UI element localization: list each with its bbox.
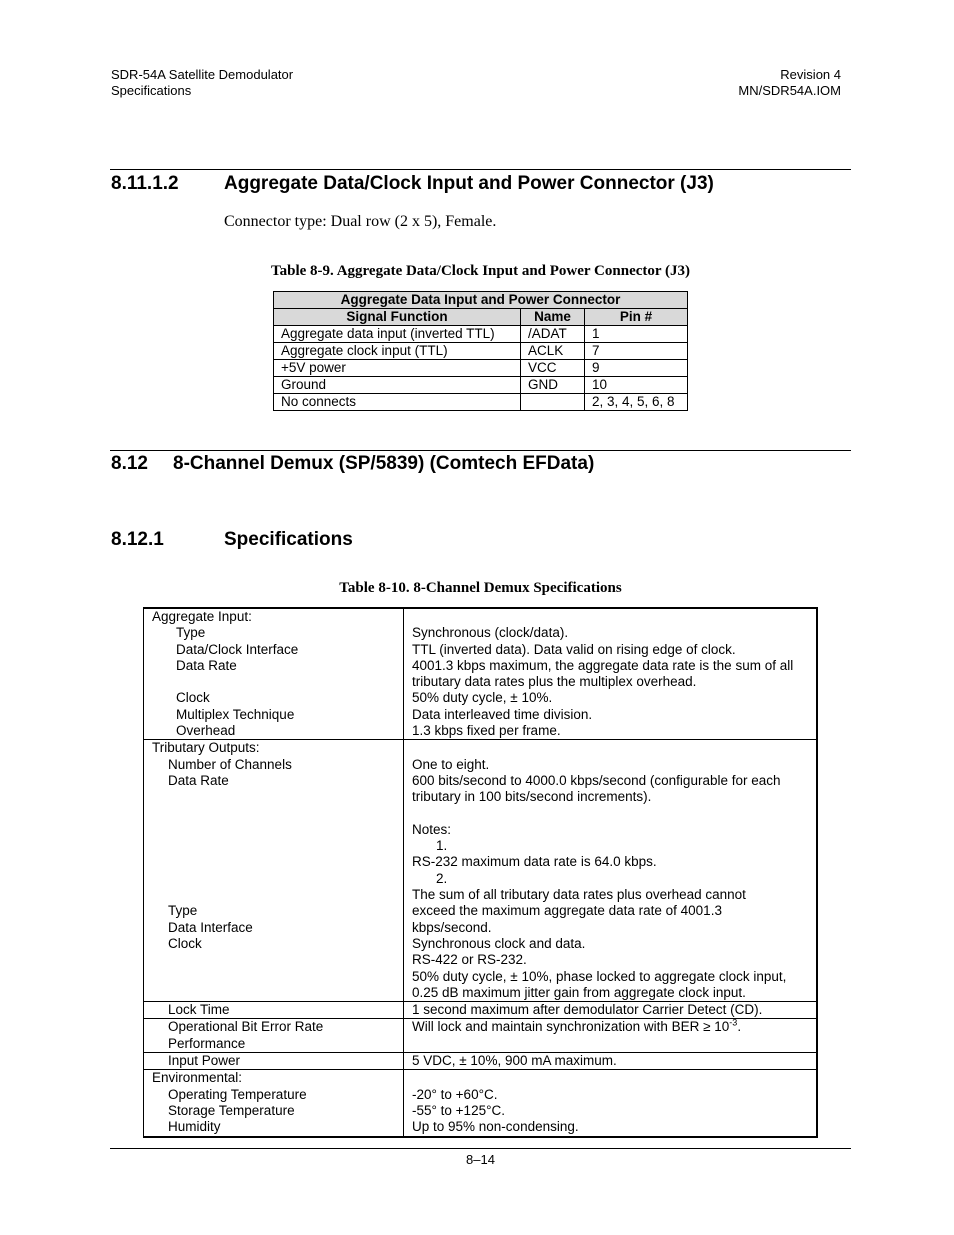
- note-text: RS-232 maximum data rate is 64.0 kbps.: [412, 854, 657, 870]
- spec-label: Data Rate: [176, 657, 237, 673]
- spec-labels: [144, 1019, 404, 1053]
- section-heading: 8-Channel Demux (SP/5839) (Comtech EFData): [173, 453, 595, 474]
- header-left: [111, 67, 293, 99]
- spec-group-heading: Aggregate Input:: [152, 609, 252, 624]
- table-cell: 1: [585, 326, 688, 343]
- table-cell: Aggregate data input (inverted TTL): [274, 326, 521, 343]
- spec-label: Data Interface: [168, 919, 253, 935]
- column-header: Name: [521, 309, 585, 326]
- spec-value: -20° to +60°C.: [412, 1086, 498, 1102]
- column-header: Pin #: [585, 309, 688, 326]
- table-row: [144, 1053, 818, 1070]
- table-row: [274, 360, 688, 377]
- spec-value: 50% duty cycle, ± 10%, phase locked to aggregate clock input, 0.25 dB maximum jitter gain from aggregate clock input.: [412, 968, 787, 1000]
- table-cell: Ground: [274, 377, 521, 394]
- spec-label: Humidity: [168, 1119, 221, 1135]
- note-text: The sum of all tributary data rates plus overhead cannot exceed the maximum aggregate data rate of 4001.3 kbps/second.: [412, 887, 746, 935]
- table-row: [144, 608, 818, 740]
- spec-label: Overhead: [176, 723, 236, 739]
- section-number: 8.12.1: [111, 529, 164, 550]
- spec-values: [404, 1019, 818, 1053]
- spec-label: Input Power: [168, 1053, 241, 1069]
- connector-type-text: Connector type: Dual row (2 x 5), Female.: [224, 213, 497, 230]
- spec-label: Operational Bit Error Rate: [168, 1019, 324, 1035]
- spec-label: Operating Temperature: [168, 1086, 307, 1102]
- spec-value: Up to 95% non-condensing.: [412, 1119, 579, 1135]
- spec-values: [404, 1053, 818, 1070]
- spec-values: [404, 740, 818, 1002]
- table-cell: GND: [521, 377, 585, 394]
- specifications-table: [143, 607, 818, 1138]
- ber-text: Will lock and maintain synchronization with BER ≥ 10: [412, 1019, 730, 1035]
- spec-values: [404, 1070, 818, 1137]
- table-cell: ACLK: [521, 343, 585, 360]
- table-row: [144, 1070, 818, 1137]
- spec-label: Data Rate: [168, 772, 229, 788]
- spec-value: 600 bits/second to 4000.0 kbps/second (configurable for each tributary in 100 bits/second increments).: [412, 772, 781, 805]
- section-rule: [110, 450, 851, 451]
- table-cell: VCC: [521, 360, 585, 377]
- table-row: [274, 343, 688, 360]
- table-title: Aggregate Data Input and Power Connector: [274, 292, 688, 309]
- spec-value: [412, 1019, 808, 1035]
- spec-group-heading: Environmental:: [152, 1070, 243, 1086]
- spec-labels: [144, 608, 404, 740]
- table-cell: 10: [585, 377, 688, 394]
- ber-suffix: .: [737, 1019, 742, 1035]
- spec-value: Synchronous (clock/data).: [412, 625, 569, 641]
- spec-label: Performance: [168, 1035, 246, 1051]
- spec-label: Type: [176, 625, 206, 641]
- connector-table: [273, 291, 688, 411]
- table-cell: No connects: [274, 394, 521, 411]
- ber-exponent: -3: [729, 1017, 738, 1028]
- notes-heading: Notes:: [412, 821, 452, 837]
- section-number: 8.11.1.2: [111, 173, 179, 194]
- spec-values: [404, 608, 818, 740]
- spec-value: Data interleaved time division.: [412, 706, 593, 722]
- table-cell: /ADAT: [521, 326, 585, 343]
- note-number: 2.: [436, 870, 448, 886]
- table-cell: [521, 394, 585, 411]
- spec-values: [404, 1002, 818, 1019]
- table-row: [144, 1002, 818, 1019]
- spec-label: Number of Channels: [168, 756, 292, 772]
- spec-value: Synchronous clock and data.: [412, 935, 586, 951]
- spec-label: Data/Clock Interface: [176, 641, 299, 657]
- doc-title: SDR-54A Satellite Demodulator: [111, 67, 294, 82]
- spec-value: 5 VDC, ± 10%, 900 mA maximum.: [412, 1053, 617, 1069]
- spec-labels: [144, 740, 404, 1002]
- section-rule: [110, 169, 851, 170]
- note-number: 1.: [436, 838, 448, 854]
- spec-label: Lock Time: [168, 1002, 230, 1018]
- table-row: [144, 740, 818, 1002]
- note-item: [412, 871, 808, 936]
- spec-value: -55° to +125°C.: [412, 1102, 505, 1118]
- table-row: [274, 326, 688, 343]
- spec-value: 1 second maximum after demodulator Carrier Detect (CD).: [412, 1002, 763, 1018]
- table-caption: Table 8-10. 8-Channel Demux Specifications: [339, 580, 622, 596]
- table-row: [274, 377, 688, 394]
- spec-labels: [144, 1002, 404, 1019]
- spec-label: Clock: [176, 690, 210, 706]
- column-header: Signal Function: [274, 309, 521, 326]
- spec-label: Clock: [168, 935, 202, 951]
- table-cell: 9: [585, 360, 688, 377]
- spec-label: Multiplex Technique: [176, 706, 295, 722]
- page-number: 8–14: [466, 1152, 495, 1167]
- table-cell: Aggregate clock input (TTL): [274, 343, 521, 360]
- spec-labels: [144, 1053, 404, 1070]
- spec-label: Type: [168, 903, 198, 919]
- table-row: [274, 394, 688, 411]
- spec-value: RS-422 or RS-232.: [412, 952, 527, 968]
- table-caption: Table 8-9. Aggregate Data/Clock Input and Power Connector (J3): [270, 263, 691, 279]
- note-item: [412, 838, 808, 871]
- table-cell: 2, 3, 4, 5, 6, 8: [585, 394, 688, 411]
- header-right: [738, 67, 841, 99]
- spec-value: 50% duty cycle, ± 10%.: [412, 690, 553, 706]
- table-cell: 7: [585, 343, 688, 360]
- spec-value: TTL (inverted data). Data valid on rising edge of clock.: [412, 641, 736, 657]
- spec-group-heading: Tributary Outputs:: [152, 740, 260, 756]
- section-heading: Aggregate Data/Clock Input and Power Connector (J3): [224, 173, 714, 194]
- section-heading: Specifications: [224, 529, 353, 550]
- revision: Revision 4: [780, 67, 841, 82]
- spec-labels: [144, 1070, 404, 1137]
- doc-section: Specifications: [111, 83, 192, 98]
- table-cell: +5V power: [274, 360, 521, 377]
- section-number: 8.12: [111, 453, 148, 474]
- spec-value: 4001.3 kbps maximum, the aggregate data rate is the sum of all tributary data rates plus the multiplex overhead.: [412, 657, 794, 690]
- spec-label: Storage Temperature: [168, 1102, 295, 1118]
- spec-value: 1.3 kbps fixed per frame.: [412, 723, 561, 739]
- table-row: [144, 1019, 818, 1053]
- spec-value: One to eight.: [412, 756, 490, 772]
- footer-rule: [110, 1148, 851, 1149]
- doc-id: MN/SDR54A.IOM: [738, 83, 841, 98]
